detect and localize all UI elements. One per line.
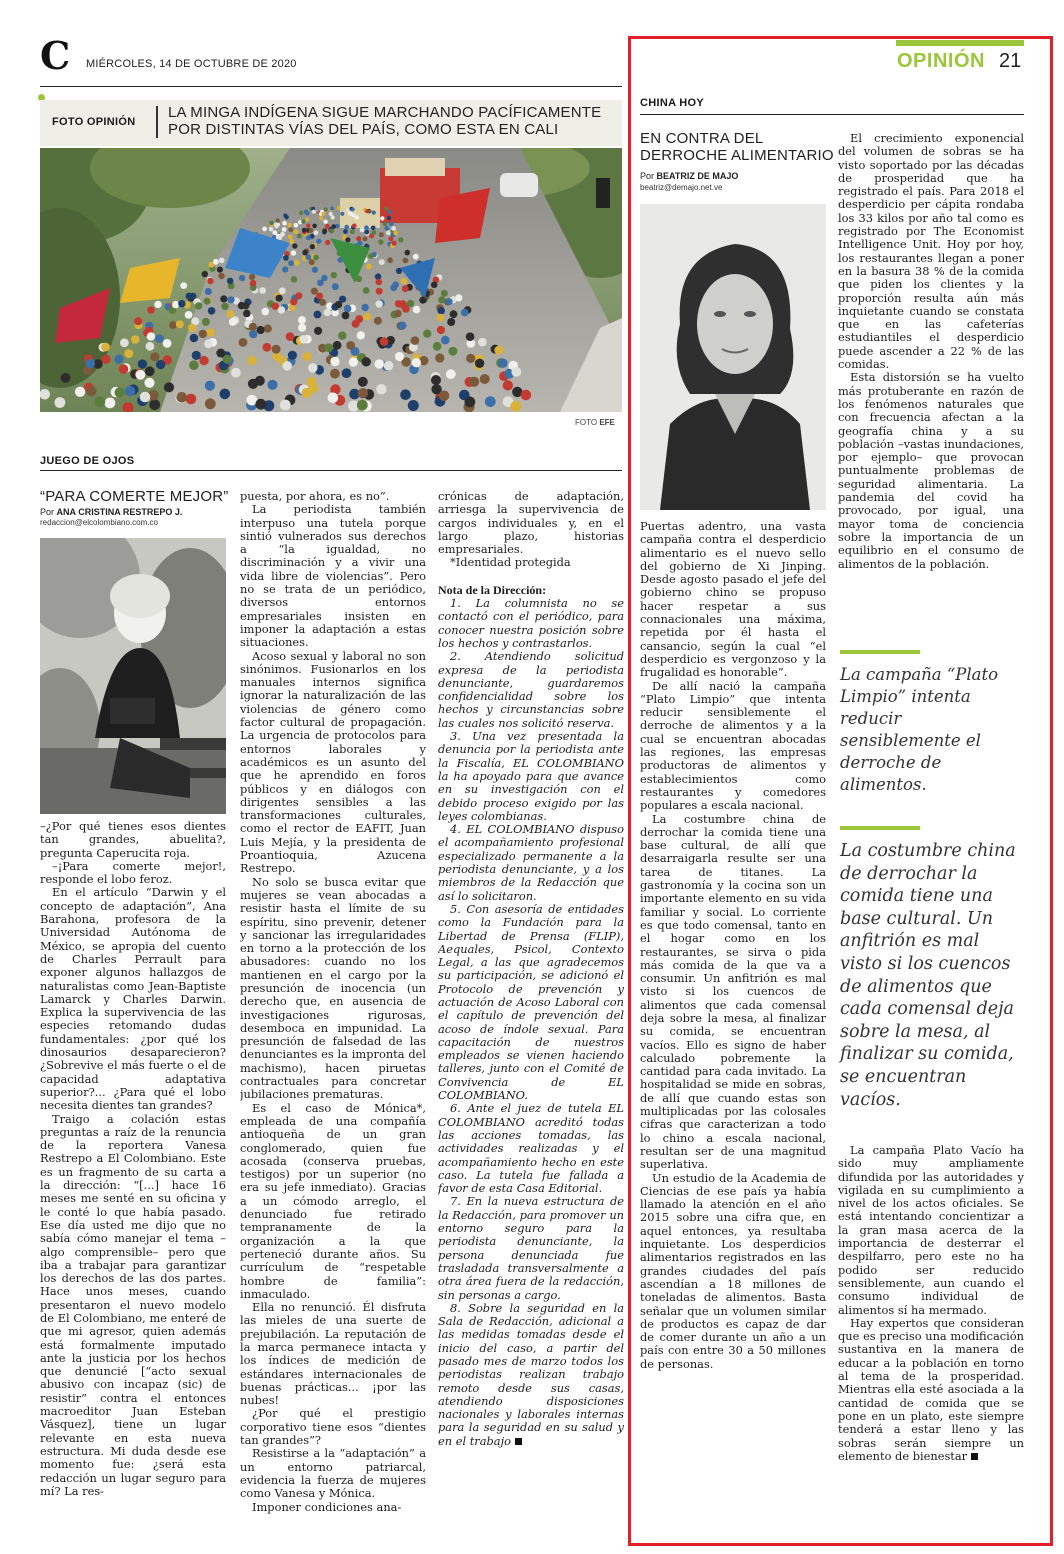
juego-column-1 [40,820,226,1542]
article-title-china: EN CONTRA DEL DERROCHE ALIMENTARIO [640,130,834,164]
section-rule [40,470,622,471]
juego-column-3 [438,490,624,1542]
editorial-note-item: 1. La columnista no se contactó con el periódico, para conocer nuestra posición sobre los hechos y contrastarlos. [438,596,624,650]
paragraph: Un estudio de la Academia de Ciencias de ese país ya había llamado la atención en el año 2015 sobre una cifra que, en aquel entonces, ya resultaba inquietante. Los desperdicios alimentarios registrados en las grandes ciudades del país ascendían a 18 millones de toneladas de alimentos. Basta señalar que un volumen similar de productos es capaz de dar de comer durante un año a un país con entre 30 a 50 millones de personas. [640,1170,826,1371]
paragraph: Imponer condiciones ana- [252,1499,402,1514]
photo-credit: FOTO EFE [575,418,615,427]
china-column-1 [640,520,826,1542]
paragraph: ¿Por qué el prestigio corporativo tiene esos “dientes tan grandes”? [240,1406,426,1448]
china-column-2-bottom [838,1144,1024,1540]
byline-china: Por BEATRIZ DE MAJO [640,171,739,181]
page-number: 21 [999,50,1022,72]
editorial-note-item: 2. Atendiendo solicitud expresa de la periodista denunciante, guardaremos confidencialidad sobre los hechos y circunstancias sobre las cuales nos solicitó reserva. [438,649,624,730]
paragraph: El crecimiento exponencial del volumen de sobras se ha visto soportado por las décadas de prosperidad que ha registrado el país. Para 2018 el desperdicio per cápita rondaba los 33 kilos por año tal como es registrado por The Economist Intelligence Unit. Hoy por hoy, los restaurantes llegan a poner en la basura 38 % de la comida que piden los clientes y la proporción resulta aún más inquietante cuando se constata que en las cafeterías estudiantiles el desperdicio puede ascender a 22 % de las comidas. [838,132,1024,372]
newspaper-logo: C [40,40,72,74]
editorial-note-item: 6. Ante el juez de tutela EL COLOMBIANO acreditó todas las acciones tomadas, las actividades realizadas y el acompañamiento hecho en este caso. La tutela fue fallada a favor de esta Casa Editorial. [438,1101,624,1196]
editorial-note-item: 7. En la nueva estructura de la Redacción, para promover un entorno seguro para la periodista denunciante, la persona denunciada fue trasladada transversalmente a otra área fuera de la redacción, sin personas a cargo. [438,1194,624,1302]
pull-quote-accent [840,826,920,830]
pull-quote-2: La costumbre china de derrochar la comida tiene una base cultural. Un anfitrión es mal visto si los cuencos de alimentos que cada comensal deja sobre la mesa, al finalizar su comida, se encuentran vacíos. [840,841,1016,1110]
editorial-note-item: 3. Una vez presentada la denuncia por la periodista ante la Fiscalía, EL COLOMBIANO la ha apoyado para que avance en su investigación con el debido proceso exigido por las leyes colombianas. [438,729,624,823]
editorial-note-item: 8. Sobre la seguridad en la Sala de Redacción, adicional a las medidas tomadas desde el inicio del caso, a partir del pasado mes de marzo todos los periodistas realizan trabajo remoto desde sus casas, atendiendo disposiciones nacionales y laborales internas para la seguridad en su salud y en el trabajo [438,1300,624,1448]
paragraph: Ella no renunció. Él disfruta las mieles de una suerte de prejubilación. La reputación de la marca permanece intacta y los índices de medición de estándares internacionales de buenas prácticas... ¡por las nubes! [240,1300,426,1408]
paragraph: –¡Para comerte mejor!, responde el lobo feroz. [40,858,226,887]
author-photo-de-majo [640,204,826,510]
paragraph: La periodista también interpuso una tutela porque sintió vulnerados sus derechos a “la igualdad, no discriminación y a vivir una vida libre de violencias”. Pero no se trata de un periódico, diversos entornos empresariales insisten en imponer la adaptación a estas situaciones. [240,502,426,650]
paragraph: De allí nació la campaña “Plato Limpio” que intenta reducir sensiblemente el derroche de alimentos y a la cual se encuentran abocadas las regiones, las empresas productoras de alimentos y establecimientos como restaurantes y comedores populares a escala nacional. [640,678,826,813]
paragraph: –¿Por qué tienes esos dientes tan grandes, abuelita?, pregunta Caperucita roja. [40,820,226,860]
pull-quote-1: La campaña “Plato Limpio” intenta reducir sensiblemente el derroche de alimentos. [840,665,999,794]
paragraph: No solo se busca evitar que mujeres se vean abocadas a resistir hasta el límite de su espíritu, sino prevenir, detener y sancionar las irregularidades en torno a la protección de los abusadores: cuando no los mantienen en el cargo por la presunción de inocencia (un derecho que, en ausencia de investigaciones rigurosas, desemboca en impunidad. La presunción de falsedad de las denunciantes es la impronta del machismo), hacen piruetas contractuales para concretar jubilaciones prematuras. [240,874,426,1102]
paragraph: Resistirse a la “adaptación” a un entorno patriarcal, evidencia la fuerza de mujeres como Vanesa y Mónica. [240,1446,426,1501]
pull-quote-accent [840,650,920,654]
photo-opinion-caption: LA MINGA INDÍGENA SIGUE MARCHANDO PACÍFICAMENTE POR DISTINTAS VÍAS DEL PAÍS, COMO ESTA EN CALI [168,104,602,138]
end-mark [971,1453,978,1460]
paragraph: Es el caso de Mónica*, empleada de una compañía antioqueña de un gran conglomerado, quien fue acosada (conserva pruebas, testigos) por un superior (no era su jefe inmediato). Gracias a un cómodo arreglo, el denunciado fue retirado tempranamente de la organización a la que perteneció durante años. Su currículum de “respetable hombre de familia”: inmaculado. [240,1100,426,1301]
paragraph: Puertas adentro, una vasta campaña contra el desperdicio alimentario es el nuevo sello del gobierno de Xi Jinping. Desde agosto pasado el jefe del gobierno chino se propuso hacer respetar a sus connacionales una máxima, repetida por él hasta el cansancio, según la cual “el desperdicio es vergonzoso y la frugalidad es honorable”. [640,520,826,680]
identity-note: *Identidad protegida [450,555,571,570]
paragraph: crónicas de adaptación, arriesga la supervivencia de cargos individuales y, en el largo plazo, historias empresariales. [438,490,624,557]
paragraph: puesta, por ahora, es no”. [240,490,390,503]
column-section-juego-de-ojos: JUEGO DE OJOS [40,455,135,467]
author-email-china: beatriz@demajo.net.ve [640,183,723,192]
photo-opinion-label: FOTO OPINIÓN [52,116,136,128]
paragraph: Esta distorsión se ha vuelto más protuberante en razón de los fenómenos naturales que con frecuencia afectan a la geografía china y a su población –vastas inundaciones, por ejemplo– que provocan puntualmente problemas de seguridad alimentaria. La pandemia del covid ha provocado, por igual, una mayor toma de conciencia sobre la importancia de un equilibrio en el consumo de alimentos de la población. [838,370,1024,571]
section-rule [640,114,1024,115]
editorial-note-item: 4. EL COLOMBIANO dispuso el acompañamiento profesional especializado permanente a la periodista denunciante, y a los miembros de la Redacción que así lo solicitaron. [438,822,624,903]
paragraph: Acoso sexual y laboral no son sinónimos. Fusionarlos en los manuales internos significa ignorar la naturalización de las violencias de género como factor cultural de propagación. La urgencia de protocolos para entornos laborales y académicos es un asunto del que he aprendido en foros públicos y en diálogos con dirigentes sensibles a las transformaciones culturales, como el rector de EAFIT, Juan Luis Mejía, y la presidenta de Proantioquia, Azucena Restrepo. [240,648,426,876]
author-email-juego: redaccion@elcolombiano.com.co [40,518,158,527]
minga-march-photo [40,148,622,412]
paragraph: Hay expertos que consideran que es preciso una modificación sustantiva en la manera de educar a la población en torno al tema de la prosperidad. Mientras ella esté asociada a la cantidad de comida que se pone en un plato, este siempre tenderá a estar lleno y las sobras serán siempre un elemento de bienestar [838,1315,1024,1463]
paragraph: Traigo a colación estas preguntas a raíz de la renuncia de la reportera Vanesa Restrepo a El Colombiano. Este es un fragmento de su carta a la dirección: “[...] hace 16 meses me senté en su oficina y le conté lo que había pasado. Ese día usted me dijo que no sabía cómo manejar el tema –algo comprensible– pero que iba a trabajar para garantizar los derechos de las dos partes. Hace unos meses, cuando presentaron el nuevo modelo de El Colombiano, me enteré de que mi agresor, quien además está formalmente imputado ante la justicia por los hechos que denuncié [“acto sexual abusivo con incapaz (sic) de resistir” contra el entonces macroeditor Juan Esteban Vásquez], tiene un lugar relevante en esta nueva estructura. Mi duda desde ese momento fue: ¿será esta redacción un lugar seguro para mí? La res- [40,1111,226,1498]
header-divider [156,106,158,138]
section-accent-bar [896,40,1024,46]
paragraph: La costumbre china de derrochar la comida tiene una base cultural, de allí que desarraigarla resulte ser una tarea de titanes. La gastronomía y la cocina son un importante elemento en su vida familiar y social. Lo corriente es que todo comensal, tanto en el hogar como en los restaurantes, se sirva o pida más comida de la que va a consumir. Un anfitrión es mal visto si los cuencos de alimentos que cada comensal deja sobre la mesa, al finalizar su comida, se encuentran vacíos. Ello es signo de haber calculado pobremente la cantidad para cada invitado. La hospitalidad se mide en sobras, de allí que cuando estas son multiplicadas por las colosales cifras que caracterizan a todo lo chino a escala nacional, resultan ser de una magnitud superlativa. [640,811,826,1172]
editorial-note-item: 5. Con asesoría de entidades como la Fundación para la Libertad de Prensa (FLIP), Aequales, Psicol, Contexto Legal, a las que agradecemos su participación, se adicionó el Protocolo de prevención y actuación de Acoso Laboral con el capítulo de prevención del acoso de índole sexual. Para capacitación de nuestros empleados se vienen haciendo talleres, junto con el Comité de Convivencia de EL COLOMBIANO. [438,901,624,1103]
byline-juego: Por ANA CRISTINA RESTREPO J. [40,507,183,517]
top-rule [40,86,622,87]
china-column-2-top [838,132,1024,624]
editorial-note-title: Nota de la Dirección: [438,582,547,597]
author-photo-restrepo [40,538,226,814]
paragraph: La campaña Plato Vacío ha sido muy ampliamente difundida por las autoridades y vigilada en su cumplimiento a nivel de los actos oficiales. Se está intentando concientizar a la gran masa acerca de la importancia de desterrar el despilfarro, pero este no ha podido ser reducido sensiblemente, aun cuando el consumo individual de alimentos sí ha mermado. [838,1144,1024,1317]
paragraph: En el artículo “Darwin y el concepto de adaptación”, Ana Barahona, profesora de la Universidad Autónoma de México, se apropia del cuento de Charles Perrault para exponer algunos hallazgos de naturalistas como Jean-Baptiste Lamarck y Charles Darwin. Explica la supervivencia de las especies retomando dudas fundamentales: ¿por qué los dinosaurios desaparecieron? ¿Sobrevive el más fuerte o el de capacidad adaptativa superior?... ¿Para qué el lobo necesita dientes tan grandes? [40,885,226,1113]
article-title-juego: “PARA COMERTE MEJOR” [40,488,229,505]
section-title: OPINIÓN [897,50,985,72]
end-mark [515,1438,522,1445]
juego-column-2 [240,490,426,1542]
edition-date: MIÉRCOLES, 14 DE OCTUBRE DE 2020 [86,58,297,70]
column-section-china-hoy: CHINA HOY [640,97,705,109]
